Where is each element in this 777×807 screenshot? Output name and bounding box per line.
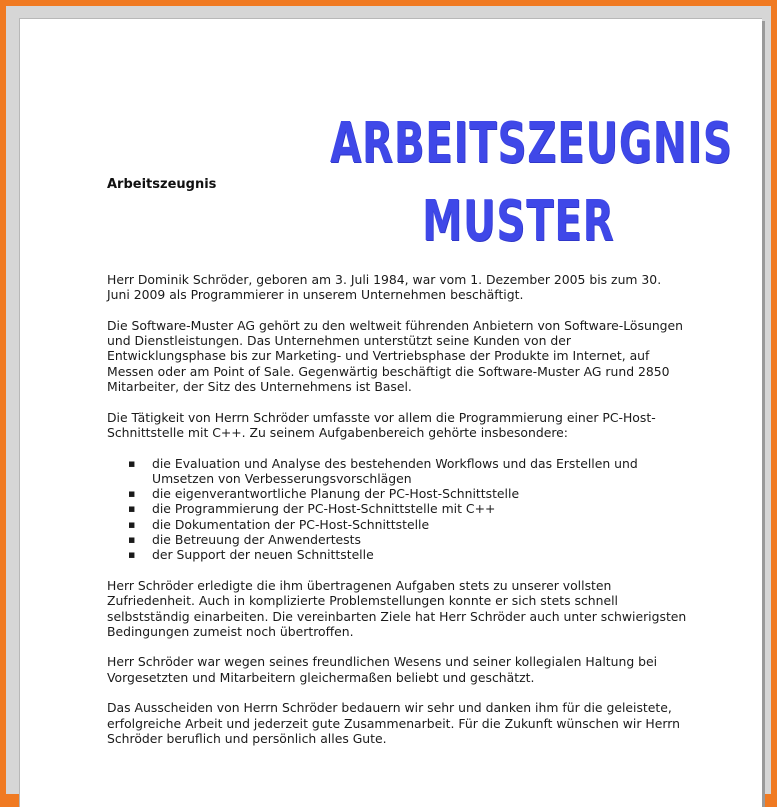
task-list-item: ▪ die Evaluation und Analyse des bestehenden Workflows und das Erstellen und Umsetzen von Verbesserungsvorschlägen bbox=[152, 456, 687, 487]
task-list-item: ▪ die Dokumentation der PC-Host-Schnittstelle bbox=[152, 517, 687, 532]
paragraph-duties-intro: Die Tätigkeit von Herrn Schröder umfasste vor allem die Programmierung einer PC-Host-Schnittstelle mit C++. Zu seinem Aufgabenbereich gehörte insbesondere: bbox=[107, 409, 656, 440]
overlay-title-line-2: MUSTER bbox=[422, 189, 615, 254]
paragraph-company: Die Software-Muster AG gehört zu den weltweit führenden Anbietern von Software-Lösungen und Dienstleistungen. Das Unternehmen unterstützt seine Kunden von der Entwicklungsphase bis zur Marketing- und Vertriebsphase der Produkte im Internet, auf Messen oder am Point of Sale. Gegenwärtig beschäftigt die Software-Muster AG rund 2850 Mitarbeiter, der Sitz des Unternehmens ist Basel. bbox=[107, 317, 684, 395]
overlay-title-line-1: ARBEITSZEUGNIS bbox=[330, 111, 733, 176]
document-heading: Arbeitszeugnis bbox=[107, 177, 217, 192]
paragraph-conduct: Herr Schröder war wegen seines freundlichen Wesens und seiner kollegialen Haltung bei Vorgesetzten und Mitarbeitern gleichermaßen beliebt und geschätzt. bbox=[107, 654, 658, 685]
paragraph-employment: Herr Dominik Schröder, geboren am 3. Juli 1984, war vom 1. Dezember 2005 bis zum 30. Juni 2009 als Programmierer in unserem Unternehmen beschäftigt. bbox=[107, 272, 662, 303]
paragraph-farewell: Das Ausscheiden von Herrn Schröder bedauern wir sehr und danken ihm für die geleistete, erfolgreiche Arbeit und jederzeit gute Zusammenarbeit. Für die Zukunft wünschen wir Herrn Schröder beruflich und persönlich alles Gute. bbox=[107, 700, 680, 746]
image-frame bbox=[6, 6, 771, 794]
task-list-item: ▪ die eigenverantwortliche Planung der PC-Host-Schnittstelle bbox=[152, 486, 687, 501]
document-body bbox=[107, 272, 687, 762]
task-list bbox=[107, 456, 687, 563]
task-list-item: ▪ die Betreuung der Anwendertests bbox=[152, 532, 687, 547]
task-list-item: ▪ die Programmierung der PC-Host-Schnittstelle mit C++ bbox=[152, 501, 687, 516]
document-page bbox=[19, 18, 762, 807]
task-list-item: ▪ der Support der neuen Schnittstelle bbox=[152, 547, 687, 562]
paragraph-performance: Herr Schröder erledigte die ihm übertragenen Aufgaben stets zu unserer vollsten Zufriedenheit. Auch in komplizierte Problemstellungen konnte er sich stets schnell selbstständig einarbeiten. Die vereinbarten Ziele hat Herr Schröder auch unter schwierigsten Bedingungen zumeist noch übertroffen. bbox=[107, 577, 687, 639]
